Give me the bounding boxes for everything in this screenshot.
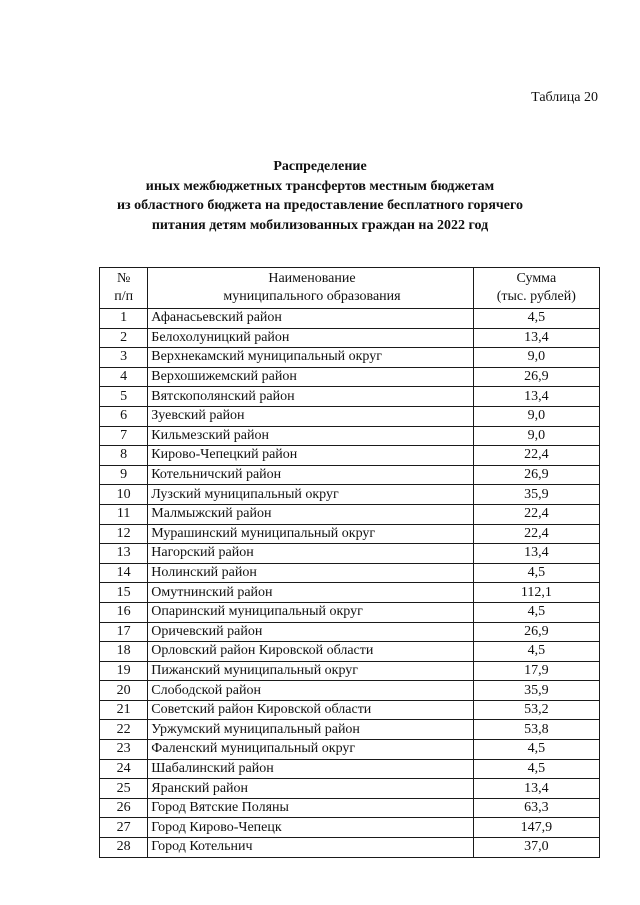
row-sum: 53,2: [473, 700, 599, 720]
row-sum: 13,4: [473, 544, 599, 564]
header-municipality: [148, 268, 473, 309]
row-municipality: Пижанский муниципальный округ: [148, 661, 473, 681]
header-municipality-line-1: Наименование: [268, 271, 356, 286]
row-municipality: Орловский район Кировской области: [148, 642, 473, 662]
row-number: 9: [100, 465, 148, 485]
row-municipality: Верхнекамский муниципальный округ: [148, 348, 473, 368]
row-municipality: Шабалинский район: [148, 759, 473, 779]
row-municipality: Зуевский район: [148, 406, 473, 426]
row-municipality: Оричевский район: [148, 622, 473, 642]
table-row: [100, 544, 600, 564]
row-sum: 63,3: [473, 798, 599, 818]
row-municipality: Нагорский район: [148, 544, 473, 564]
table-row: [100, 798, 600, 818]
row-sum: 22,4: [473, 446, 599, 466]
table-row: [100, 504, 600, 524]
row-number: 15: [100, 583, 148, 603]
row-number: 13: [100, 544, 148, 564]
row-sum: 26,9: [473, 622, 599, 642]
row-number: 18: [100, 642, 148, 662]
row-municipality: Советский район Кировской области: [148, 700, 473, 720]
header-number: [100, 268, 148, 309]
row-municipality: Слободской район: [148, 681, 473, 701]
table-row: [100, 446, 600, 466]
row-municipality: Город Вятские Поляны: [148, 798, 473, 818]
row-sum: 26,9: [473, 367, 599, 387]
row-number: 4: [100, 367, 148, 387]
row-municipality: Афанасьевский район: [148, 309, 473, 329]
table-row: [100, 740, 600, 760]
row-municipality: Нолинский район: [148, 563, 473, 583]
row-number: 10: [100, 485, 148, 505]
table-row: [100, 465, 600, 485]
row-number: 28: [100, 838, 148, 858]
title-line-1: Распределение: [273, 159, 367, 174]
table-row: [100, 720, 600, 740]
row-sum: 13,4: [473, 328, 599, 348]
row-sum: 9,0: [473, 348, 599, 368]
row-municipality: Малмыжский район: [148, 504, 473, 524]
distribution-table: [99, 267, 600, 858]
header-municipality-line-2: муниципального образования: [223, 289, 401, 304]
row-sum: 35,9: [473, 681, 599, 701]
table-row: [100, 661, 600, 681]
row-number: 22: [100, 720, 148, 740]
row-municipality: Вятскополянский район: [148, 387, 473, 407]
row-number: 25: [100, 779, 148, 799]
row-number: 11: [100, 504, 148, 524]
row-sum: 37,0: [473, 838, 599, 858]
table-row: [100, 602, 600, 622]
row-sum: 22,4: [473, 524, 599, 544]
row-number: 19: [100, 661, 148, 681]
table-row: [100, 681, 600, 701]
header-number-line-1: №: [116, 271, 131, 286]
row-sum: 22,4: [473, 504, 599, 524]
row-municipality: Мурашинский муниципальный округ: [148, 524, 473, 544]
title-line-4: питания детям мобилизованных граждан на 2022 год: [151, 217, 489, 233]
row-sum: 17,9: [473, 661, 599, 681]
row-municipality: Кильмезский район: [148, 426, 473, 446]
row-municipality: Город Котельнич: [148, 838, 473, 858]
row-municipality: Белохолуницкий район: [148, 328, 473, 348]
table-row: [100, 309, 600, 329]
table-row: [100, 387, 600, 407]
table-number-label: Таблица 20: [531, 90, 598, 105]
table-row: [100, 348, 600, 368]
title-line-2: иных межбюджетных трансфертов местным бюджетам: [145, 178, 495, 194]
row-municipality: Кирово-Чепецкий район: [148, 446, 473, 466]
table-row: [100, 524, 600, 544]
row-number: 21: [100, 700, 148, 720]
row-sum: 4,5: [473, 563, 599, 583]
row-municipality: Омутнинский район: [148, 583, 473, 603]
row-municipality: Верхошижемский район: [148, 367, 473, 387]
row-number: 12: [100, 524, 148, 544]
header-number-line-2: п/п: [114, 289, 134, 304]
row-number: 23: [100, 740, 148, 760]
table-row: [100, 838, 600, 858]
table-row: [100, 779, 600, 799]
table-row: [100, 328, 600, 348]
table-row: [100, 700, 600, 720]
table-row: [100, 426, 600, 446]
row-number: 20: [100, 681, 148, 701]
row-number: 26: [100, 798, 148, 818]
row-sum: 4,5: [473, 602, 599, 622]
row-number: 6: [100, 406, 148, 426]
row-number: 5: [100, 387, 148, 407]
row-number: 7: [100, 426, 148, 446]
row-sum: 9,0: [473, 406, 599, 426]
title-line-3: из областного бюджета на предоставление бесплатного горячего: [116, 198, 524, 213]
row-municipality: Котельничский район: [148, 465, 473, 485]
table-row: [100, 642, 600, 662]
row-number: 14: [100, 563, 148, 583]
table-row: [100, 563, 600, 583]
row-municipality: Яранский район: [148, 779, 473, 799]
row-sum: 4,5: [473, 740, 599, 760]
row-sum: 13,4: [473, 779, 599, 799]
row-number: 16: [100, 602, 148, 622]
row-sum: 26,9: [473, 465, 599, 485]
row-municipality: Уржумский муниципальный район: [148, 720, 473, 740]
table-row: [100, 818, 600, 838]
row-municipality: Опаринский муниципальный округ: [148, 602, 473, 622]
row-number: 17: [100, 622, 148, 642]
row-number: 8: [100, 446, 148, 466]
row-number: 3: [100, 348, 148, 368]
row-sum: 147,9: [473, 818, 599, 838]
row-municipality: Город Кирово-Чепецк: [148, 818, 473, 838]
row-sum: 4,5: [473, 642, 599, 662]
row-sum: 112,1: [473, 583, 599, 603]
row-municipality: Фаленский муниципальный округ: [148, 740, 473, 760]
row-sum: 13,4: [473, 387, 599, 407]
row-number: 24: [100, 759, 148, 779]
row-number: 2: [100, 328, 148, 348]
row-sum: 4,5: [473, 309, 599, 329]
row-number: 1: [100, 309, 148, 329]
table-header-row: [100, 268, 600, 309]
table-row: [100, 367, 600, 387]
row-sum: 53,8: [473, 720, 599, 740]
table-row: [100, 485, 600, 505]
header-sum: [473, 268, 599, 309]
document-title: [0, 157, 640, 235]
row-number: 27: [100, 818, 148, 838]
table-row: [100, 759, 600, 779]
table-row: [100, 622, 600, 642]
row-sum: 35,9: [473, 485, 599, 505]
header-sum-line-1: Сумма: [516, 271, 557, 286]
table-row: [100, 583, 600, 603]
table-row: [100, 406, 600, 426]
row-sum: 9,0: [473, 426, 599, 446]
row-sum: 4,5: [473, 759, 599, 779]
row-municipality: Лузский муниципальный округ: [148, 485, 473, 505]
header-sum-line-2: (тыс. рублей): [496, 289, 576, 304]
